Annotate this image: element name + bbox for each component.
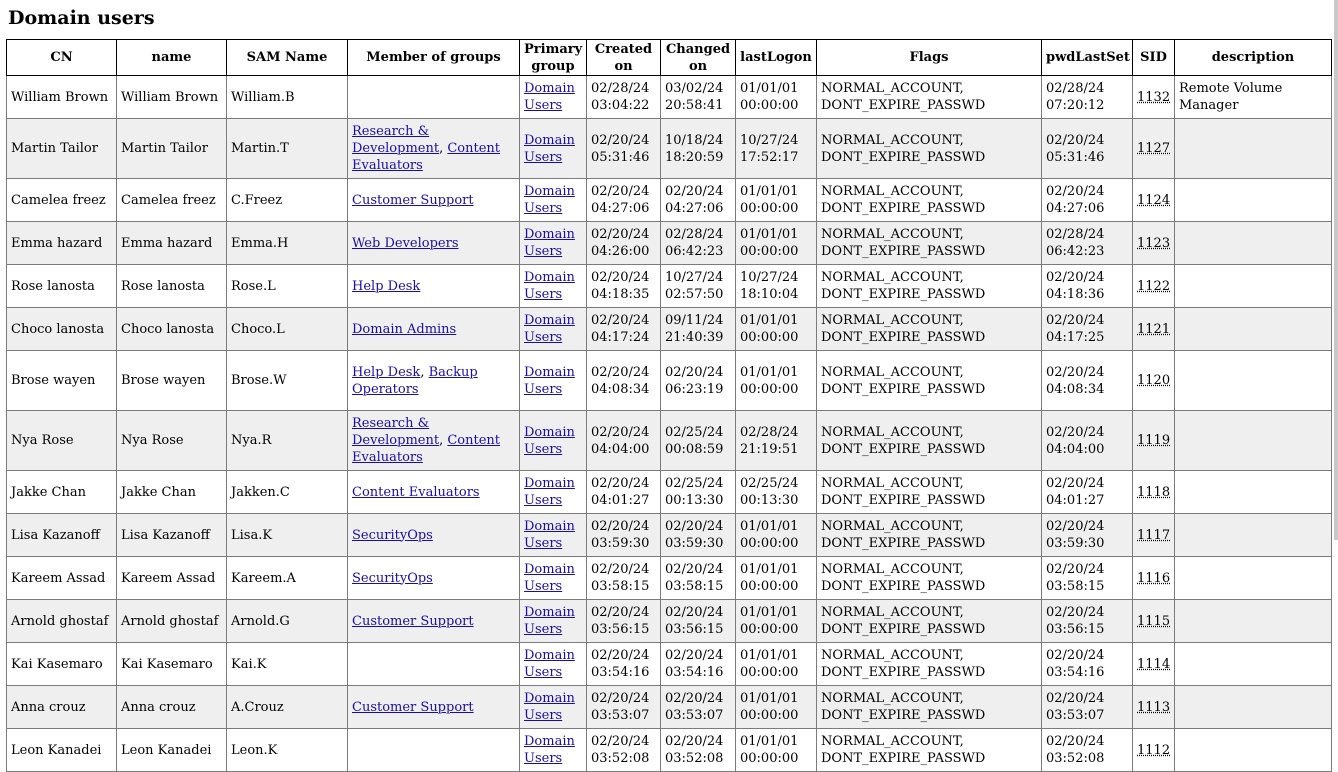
cell-sid	[1133, 265, 1175, 308]
cell-flags: NORMAL_ACCOUNT, DONT_EXPIRE_PASSWD	[817, 686, 1042, 729]
cell-pwd-last-set: 02/20/24 04:04:00	[1042, 411, 1133, 471]
column-header-description: description	[1175, 40, 1332, 76]
cell-sam-name: C.Freez	[227, 179, 348, 222]
primary-group-link[interactable]: Domain Users	[524, 364, 575, 397]
group-link[interactable]: SecurityOps	[352, 527, 433, 543]
cell-sid	[1133, 600, 1175, 643]
group-link[interactable]: SecurityOps	[352, 570, 433, 586]
cell-primary-group	[520, 600, 587, 643]
cell-created-on: 02/20/24 04:01:27	[587, 471, 661, 514]
cell-created-on: 02/20/24 03:52:08	[587, 729, 661, 772]
table-header-row	[7, 40, 1332, 76]
group-link[interactable]: Backup Operators	[352, 364, 478, 397]
cell-cn: Lisa Kazanoff	[7, 514, 117, 557]
cell-name: Lisa Kazanoff	[117, 514, 227, 557]
cell-name: Jakke Chan	[117, 471, 227, 514]
table-row	[7, 729, 1332, 772]
cell-primary-group	[520, 643, 587, 686]
cell-member-of-groups	[348, 76, 520, 119]
cell-flags: NORMAL_ACCOUNT, DONT_EXPIRE_PASSWD	[817, 265, 1042, 308]
cell-created-on: 02/20/24 03:53:07	[587, 686, 661, 729]
cell-name: Martin Tailor	[117, 119, 227, 179]
cell-name: Rose lanosta	[117, 265, 227, 308]
table-row	[7, 686, 1332, 729]
cell-last-logon: 02/25/24 00:13:30	[736, 471, 817, 514]
cell-description	[1175, 308, 1332, 351]
cell-primary-group	[520, 557, 587, 600]
column-header-cn: CN	[7, 40, 117, 76]
group-link[interactable]: Help Desk	[352, 278, 421, 294]
cell-last-logon: 10/27/24 17:52:17	[736, 119, 817, 179]
group-link[interactable]: Domain Admins	[352, 321, 457, 337]
cell-sid	[1133, 557, 1175, 600]
cell-pwd-last-set: 02/20/24 04:27:06	[1042, 179, 1133, 222]
table-row	[7, 222, 1332, 265]
cell-cn: Nya Rose	[7, 411, 117, 471]
cell-flags: NORMAL_ACCOUNT, DONT_EXPIRE_PASSWD	[817, 179, 1042, 222]
cell-description	[1175, 179, 1332, 222]
cell-changed-on: 09/11/24 21:40:39	[661, 308, 736, 351]
cell-description	[1175, 643, 1332, 686]
primary-group-link[interactable]: Domain Users	[524, 648, 575, 680]
cell-description	[1175, 351, 1332, 411]
cell-created-on: 02/20/24 05:31:46	[587, 119, 661, 179]
cell-name: Brose wayen	[117, 351, 227, 411]
cell-sid	[1133, 308, 1175, 351]
cell-cn: Camelea freez	[7, 179, 117, 222]
primary-group-link[interactable]: Domain Users	[524, 519, 575, 551]
cell-member-of-groups	[348, 411, 520, 471]
cell-sid	[1133, 76, 1175, 119]
cell-primary-group	[520, 471, 587, 514]
cell-name: Emma hazard	[117, 222, 227, 265]
cell-primary-group	[520, 729, 587, 772]
cell-pwd-last-set: 02/28/24 07:20:12	[1042, 76, 1133, 119]
cell-description	[1175, 411, 1332, 471]
sid-value[interactable]: 1127	[1137, 141, 1171, 156]
primary-group-link[interactable]: Domain Users	[524, 81, 575, 113]
cell-pwd-last-set: 02/20/24 03:59:30	[1042, 514, 1133, 557]
cell-name: Arnold ghostaf	[117, 600, 227, 643]
column-header-created-on: Created on	[587, 40, 661, 76]
cell-description	[1175, 600, 1332, 643]
cell-flags: NORMAL_ACCOUNT, DONT_EXPIRE_PASSWD	[817, 76, 1042, 119]
cell-cn: Martin Tailor	[7, 119, 117, 179]
sid-value[interactable]: 1118	[1137, 484, 1171, 500]
table-row	[7, 351, 1332, 411]
table-row	[7, 643, 1332, 686]
table-row	[7, 265, 1332, 308]
table-row	[7, 471, 1332, 514]
cell-last-logon: 02/28/24 21:19:51	[736, 411, 817, 471]
group-link[interactable]: Content Evaluators	[352, 141, 501, 173]
cell-name: Kai Kasemaro	[117, 643, 227, 686]
cell-changed-on: 02/20/24 03:52:08	[661, 729, 736, 772]
cell-description	[1175, 557, 1332, 600]
cell-last-logon: 01/01/01 00:00:00	[736, 600, 817, 643]
cell-sam-name: Kai.K	[227, 643, 348, 686]
cell-sam-name: William.B	[227, 76, 348, 119]
cell-sid	[1133, 643, 1175, 686]
cell-flags: NORMAL_ACCOUNT, DONT_EXPIRE_PASSWD	[817, 471, 1042, 514]
cell-cn: Kareem Assad	[7, 557, 117, 600]
cell-flags: NORMAL_ACCOUNT, DONT_EXPIRE_PASSWD	[817, 600, 1042, 643]
group-link[interactable]: Research & Development	[352, 124, 440, 156]
vertical-scrollbar[interactable]	[1334, 0, 1338, 540]
cell-last-logon: 01/01/01 00:00:00	[736, 222, 817, 265]
group-link[interactable]: Web Developers	[352, 235, 459, 251]
primary-group-link[interactable]: Domain Users	[524, 270, 575, 302]
cell-sid	[1133, 686, 1175, 729]
cell-last-logon: 01/01/01 00:00:00	[736, 686, 817, 729]
cell-pwd-last-set: 02/20/24 03:52:08	[1042, 729, 1133, 772]
cell-primary-group	[520, 411, 587, 471]
cell-description	[1175, 471, 1332, 514]
cell-member-of-groups	[348, 729, 520, 772]
column-header-pwd-last-set: pwdLastSet	[1042, 40, 1133, 76]
cell-last-logon: 10/27/24 18:10:04	[736, 265, 817, 308]
cell-member-of-groups	[348, 514, 520, 557]
sid-value[interactable]: 1115	[1137, 613, 1171, 629]
table-row	[7, 179, 1332, 222]
cell-cn: Rose lanosta	[7, 265, 117, 308]
cell-member-of-groups	[348, 471, 520, 514]
cell-last-logon: 01/01/01 00:00:00	[736, 514, 817, 557]
cell-sam-name: Rose.L	[227, 265, 348, 308]
cell-pwd-last-set: 02/20/24 05:31:46	[1042, 119, 1133, 179]
cell-primary-group	[520, 179, 587, 222]
group-separator: ,	[439, 433, 448, 448]
cell-last-logon: 01/01/01 00:00:00	[736, 729, 817, 772]
cell-created-on: 02/20/24 04:17:24	[587, 308, 661, 351]
cell-changed-on: 02/20/24 03:56:15	[661, 600, 736, 643]
cell-sam-name: Martin.T	[227, 119, 348, 179]
cell-changed-on: 02/25/24 00:13:30	[661, 471, 736, 514]
cell-sid	[1133, 119, 1175, 179]
primary-group-link[interactable]: Domain Users	[524, 605, 575, 637]
group-link[interactable]: Customer Support	[352, 699, 474, 715]
cell-description	[1175, 222, 1332, 265]
group-link[interactable]: Help Desk	[352, 364, 421, 380]
sid-value[interactable]: 1114	[1137, 656, 1171, 672]
cell-last-logon: 01/01/01 00:00:00	[736, 643, 817, 686]
cell-name: Choco lanosta	[117, 308, 227, 351]
cell-flags: NORMAL_ACCOUNT, DONT_EXPIRE_PASSWD	[817, 308, 1042, 351]
cell-sid	[1133, 514, 1175, 557]
cell-sam-name: Kareem.A	[227, 557, 348, 600]
cell-flags: NORMAL_ACCOUNT, DONT_EXPIRE_PASSWD	[817, 557, 1042, 600]
cell-pwd-last-set: 02/20/24 04:01:27	[1042, 471, 1133, 514]
table-row	[7, 557, 1332, 600]
cell-sam-name: Lisa.K	[227, 514, 348, 557]
cell-flags: NORMAL_ACCOUNT, DONT_EXPIRE_PASSWD	[817, 119, 1042, 179]
group-link[interactable]: Customer Support	[352, 613, 474, 629]
cell-pwd-last-set: 02/20/24 03:58:15	[1042, 557, 1133, 600]
cell-created-on: 02/20/24 04:27:06	[587, 179, 661, 222]
cell-changed-on: 03/02/24 20:58:41	[661, 76, 736, 119]
cell-name: Leon Kanadei	[117, 729, 227, 772]
sid-value[interactable]: 1112	[1137, 742, 1171, 758]
cell-sam-name: A.Crouz	[227, 686, 348, 729]
cell-member-of-groups	[348, 179, 520, 222]
sid-value[interactable]: 1124	[1137, 192, 1171, 208]
cell-primary-group	[520, 308, 587, 351]
cell-created-on: 02/28/24 03:04:22	[587, 76, 661, 119]
column-header-changed-on: Changed on	[661, 40, 736, 76]
cell-member-of-groups	[348, 308, 520, 351]
sid-value[interactable]: 1122	[1137, 278, 1171, 294]
table-row	[7, 411, 1332, 471]
cell-pwd-last-set: 02/20/24 04:17:25	[1042, 308, 1133, 351]
group-link[interactable]: Customer Support	[352, 192, 474, 208]
cell-last-logon: 01/01/01 00:00:00	[736, 308, 817, 351]
cell-last-logon: 01/01/01 00:00:00	[736, 557, 817, 600]
cell-primary-group	[520, 76, 587, 119]
primary-group-link[interactable]: Domain Users	[524, 424, 575, 457]
cell-flags: NORMAL_ACCOUNT, DONT_EXPIRE_PASSWD	[817, 411, 1042, 471]
sid-value[interactable]: 1116	[1137, 570, 1171, 586]
cell-sam-name: Brose.W	[227, 351, 348, 411]
cell-pwd-last-set: 02/20/24 04:18:36	[1042, 265, 1133, 308]
table-row	[7, 76, 1332, 119]
table-row	[7, 600, 1332, 643]
cell-member-of-groups	[348, 351, 520, 411]
cell-member-of-groups	[348, 265, 520, 308]
cell-sid	[1133, 411, 1175, 471]
cell-changed-on: 02/20/24 06:23:19	[661, 351, 736, 411]
group-separator: ,	[420, 364, 429, 380]
primary-group-link[interactable]: Domain Users	[524, 734, 575, 766]
cell-cn: Arnold ghostaf	[7, 600, 117, 643]
cell-created-on: 02/20/24 03:54:16	[587, 643, 661, 686]
cell-primary-group	[520, 351, 587, 411]
column-header-flags: Flags	[817, 40, 1042, 76]
cell-created-on: 02/20/24 04:26:00	[587, 222, 661, 265]
cell-name: Nya Rose	[117, 411, 227, 471]
cell-sam-name: Jakken.C	[227, 471, 348, 514]
cell-flags: NORMAL_ACCOUNT, DONT_EXPIRE_PASSWD	[817, 729, 1042, 772]
cell-cn: Jakke Chan	[7, 471, 117, 514]
cell-description	[1175, 265, 1332, 308]
primary-group-link[interactable]: Domain Users	[524, 184, 575, 216]
cell-pwd-last-set: 02/20/24 03:54:16	[1042, 643, 1133, 686]
domain-users-table	[6, 39, 1332, 772]
cell-description	[1175, 514, 1332, 557]
sid-value[interactable]: 1113	[1137, 699, 1171, 715]
cell-last-logon: 01/01/01 00:00:00	[736, 76, 817, 119]
group-separator: ,	[439, 141, 448, 156]
cell-member-of-groups	[348, 686, 520, 729]
cell-last-logon: 01/01/01 00:00:00	[736, 179, 817, 222]
sid-value[interactable]: 1120	[1137, 373, 1171, 388]
cell-member-of-groups	[348, 600, 520, 643]
primary-group-link[interactable]: Domain Users	[524, 691, 575, 723]
cell-created-on: 02/20/24 03:58:15	[587, 557, 661, 600]
cell-sam-name: Arnold.G	[227, 600, 348, 643]
cell-description: Remote Volume Manager	[1175, 76, 1332, 119]
cell-cn: Emma hazard	[7, 222, 117, 265]
cell-changed-on: 02/25/24 00:08:59	[661, 411, 736, 471]
cell-primary-group	[520, 686, 587, 729]
cell-sam-name: Emma.H	[227, 222, 348, 265]
group-link[interactable]: Research & Development	[352, 416, 440, 448]
cell-member-of-groups	[348, 119, 520, 179]
cell-flags: NORMAL_ACCOUNT, DONT_EXPIRE_PASSWD	[817, 643, 1042, 686]
cell-sam-name: Choco.L	[227, 308, 348, 351]
cell-sid	[1133, 179, 1175, 222]
cell-sid	[1133, 729, 1175, 772]
column-header-last-logon: lastLogon	[736, 40, 817, 76]
sid-value[interactable]: 1132	[1137, 89, 1171, 105]
column-header-primary-group: Primary group	[520, 40, 587, 76]
group-link[interactable]: Content Evaluators	[352, 484, 480, 500]
cell-primary-group	[520, 222, 587, 265]
cell-name: Kareem Assad	[117, 557, 227, 600]
primary-group-link[interactable]: Domain Users	[524, 313, 575, 345]
cell-name: Anna crouz	[117, 686, 227, 729]
cell-changed-on: 10/18/24 18:20:59	[661, 119, 736, 179]
cell-description	[1175, 686, 1332, 729]
primary-group-link[interactable]: Domain Users	[524, 562, 575, 594]
sid-value[interactable]: 1123	[1137, 235, 1171, 251]
cell-sam-name: Leon.K	[227, 729, 348, 772]
cell-member-of-groups	[348, 222, 520, 265]
cell-primary-group	[520, 514, 587, 557]
primary-group-link[interactable]: Domain Users	[524, 227, 575, 259]
column-header-name: name	[117, 40, 227, 76]
cell-created-on: 02/20/24 04:18:35	[587, 265, 661, 308]
cell-created-on: 02/20/24 03:59:30	[587, 514, 661, 557]
table-row	[7, 308, 1332, 351]
column-header-member-of-groups: Member of groups	[348, 40, 520, 76]
cell-sid	[1133, 471, 1175, 514]
sid-value[interactable]: 1117	[1137, 527, 1171, 543]
cell-flags: NORMAL_ACCOUNT, DONT_EXPIRE_PASSWD	[817, 222, 1042, 265]
table-row	[7, 514, 1332, 557]
table-row	[7, 119, 1332, 179]
cell-last-logon: 01/01/01 00:00:00	[736, 351, 817, 411]
cell-pwd-last-set: 02/28/24 06:42:23	[1042, 222, 1133, 265]
cell-sid	[1133, 222, 1175, 265]
cell-primary-group	[520, 119, 587, 179]
cell-flags: NORMAL_ACCOUNT, DONT_EXPIRE_PASSWD	[817, 514, 1042, 557]
cell-cn: Kai Kasemaro	[7, 643, 117, 686]
cell-cn: Choco lanosta	[7, 308, 117, 351]
cell-cn: Brose wayen	[7, 351, 117, 411]
page-title: Domain users	[8, 7, 155, 29]
cell-changed-on: 02/20/24 03:59:30	[661, 514, 736, 557]
cell-changed-on: 02/20/24 04:27:06	[661, 179, 736, 222]
cell-pwd-last-set: 02/20/24 03:53:07	[1042, 686, 1133, 729]
cell-name: William Brown	[117, 76, 227, 119]
cell-changed-on: 02/28/24 06:42:23	[661, 222, 736, 265]
primary-group-link[interactable]: Domain Users	[524, 132, 575, 165]
primary-group-link[interactable]: Domain Users	[524, 476, 575, 508]
cell-changed-on: 10/27/24 02:57:50	[661, 265, 736, 308]
group-link[interactable]: Content Evaluators	[352, 433, 501, 465]
sid-value[interactable]: 1119	[1137, 433, 1171, 448]
cell-changed-on: 02/20/24 03:58:15	[661, 557, 736, 600]
cell-cn: Leon Kanadei	[7, 729, 117, 772]
cell-primary-group	[520, 265, 587, 308]
cell-member-of-groups	[348, 557, 520, 600]
cell-sid	[1133, 351, 1175, 411]
cell-changed-on: 02/20/24 03:54:16	[661, 643, 736, 686]
cell-created-on: 02/20/24 04:04:00	[587, 411, 661, 471]
cell-member-of-groups	[348, 643, 520, 686]
cell-sam-name: Nya.R	[227, 411, 348, 471]
cell-changed-on: 02/20/24 03:53:07	[661, 686, 736, 729]
cell-created-on: 02/20/24 03:56:15	[587, 600, 661, 643]
cell-flags: NORMAL_ACCOUNT, DONT_EXPIRE_PASSWD	[817, 351, 1042, 411]
cell-cn: Anna crouz	[7, 686, 117, 729]
cell-name: Camelea freez	[117, 179, 227, 222]
column-header-sid: SID	[1133, 40, 1175, 76]
cell-created-on: 02/20/24 04:08:34	[587, 351, 661, 411]
sid-value[interactable]: 1121	[1137, 321, 1171, 337]
cell-pwd-last-set: 02/20/24 03:56:15	[1042, 600, 1133, 643]
cell-cn: William Brown	[7, 76, 117, 119]
column-header-sam-name: SAM Name	[227, 40, 348, 76]
cell-description	[1175, 119, 1332, 179]
cell-description	[1175, 729, 1332, 772]
cell-pwd-last-set: 02/20/24 04:08:34	[1042, 351, 1133, 411]
